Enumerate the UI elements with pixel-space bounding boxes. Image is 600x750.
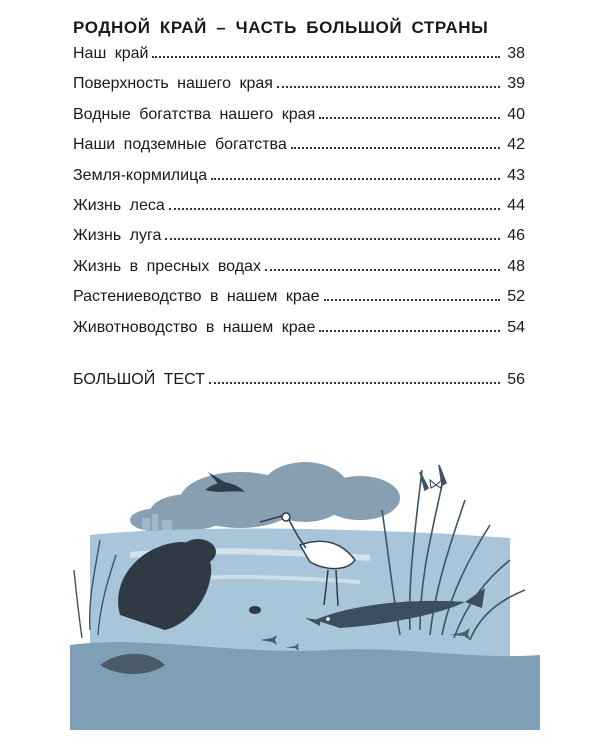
toc-item-page: 43: [507, 166, 525, 184]
toc-item-poverkhnost[interactable]: [73, 75, 525, 105]
freshwater-illustration: [70, 430, 540, 730]
dot-leader: [211, 178, 500, 180]
dot-leader: [265, 269, 500, 271]
dot-leader: [319, 330, 500, 332]
toc-list: [73, 45, 525, 349]
toc-item-label: Наш край: [73, 45, 149, 62]
toc-item-presnye-vody[interactable]: [73, 258, 525, 288]
toc-item-page: 46: [507, 227, 525, 245]
toc-item-nash-krai[interactable]: [73, 45, 525, 75]
toc-item-label: Земля-кормилица: [73, 166, 208, 184]
dot-leader: [277, 86, 500, 88]
dot-leader: [209, 382, 500, 384]
toc-item-page: 48: [507, 257, 525, 275]
dot-leader: [152, 56, 500, 58]
toc-item-page: 40: [507, 105, 525, 123]
dot-leader: [324, 299, 500, 301]
toc-item-zhizn-luga[interactable]: [73, 227, 525, 257]
toc-item-page: 42: [507, 136, 525, 154]
frog: [249, 606, 261, 614]
section-title: РОДНОЙ КРАЙ – ЧАСТЬ БОЛЬШОЙ СТРАНЫ: [73, 18, 489, 37]
toc-item-page: 56: [507, 370, 525, 388]
toc-item-zemlya-kormilitsa[interactable]: [73, 167, 525, 197]
toc-item-label: Водные богатства нашего края: [73, 105, 316, 123]
toc-item-label: Наши подземные богатства: [73, 136, 287, 154]
toc-item-label: Жизнь луга: [73, 227, 162, 245]
toc-item-page: 39: [507, 75, 525, 93]
dot-leader: [169, 208, 500, 210]
toc-item-page: 38: [507, 45, 525, 62]
butterfly: [430, 480, 442, 488]
dot-leader: [319, 117, 500, 119]
toc-item-bolshoi-test[interactable]: [73, 371, 525, 401]
toc-item-label: Жизнь в пресных водах: [73, 257, 261, 275]
toc-item-rastenievodstvo[interactable]: [73, 288, 525, 318]
table-of-contents: [73, 18, 525, 401]
dot-leader: [291, 147, 500, 149]
toc-item-page: 54: [507, 318, 525, 336]
toc-item-vodnye-bogatstva[interactable]: [73, 106, 525, 136]
toc-item-page: 44: [507, 196, 525, 214]
toc-item-zhizn-lesa[interactable]: [73, 197, 525, 227]
toc-item-label: Жизнь леса: [73, 196, 165, 214]
toc-item-zhivotnovodstvo[interactable]: [73, 319, 525, 349]
toc-item-label: Животноводство в нашем крае: [73, 318, 316, 336]
toc-item-page: 52: [507, 288, 525, 306]
dot-leader: [165, 238, 500, 240]
toc-item-podzemnye-bogatstva[interactable]: [73, 136, 525, 166]
toc-item-label: Растениеводство в нашем крае: [73, 288, 320, 306]
toc-item-label: Поверхность нашего края: [73, 75, 273, 93]
toc-item-label: БОЛЬШОЙ ТЕСТ: [73, 370, 205, 388]
